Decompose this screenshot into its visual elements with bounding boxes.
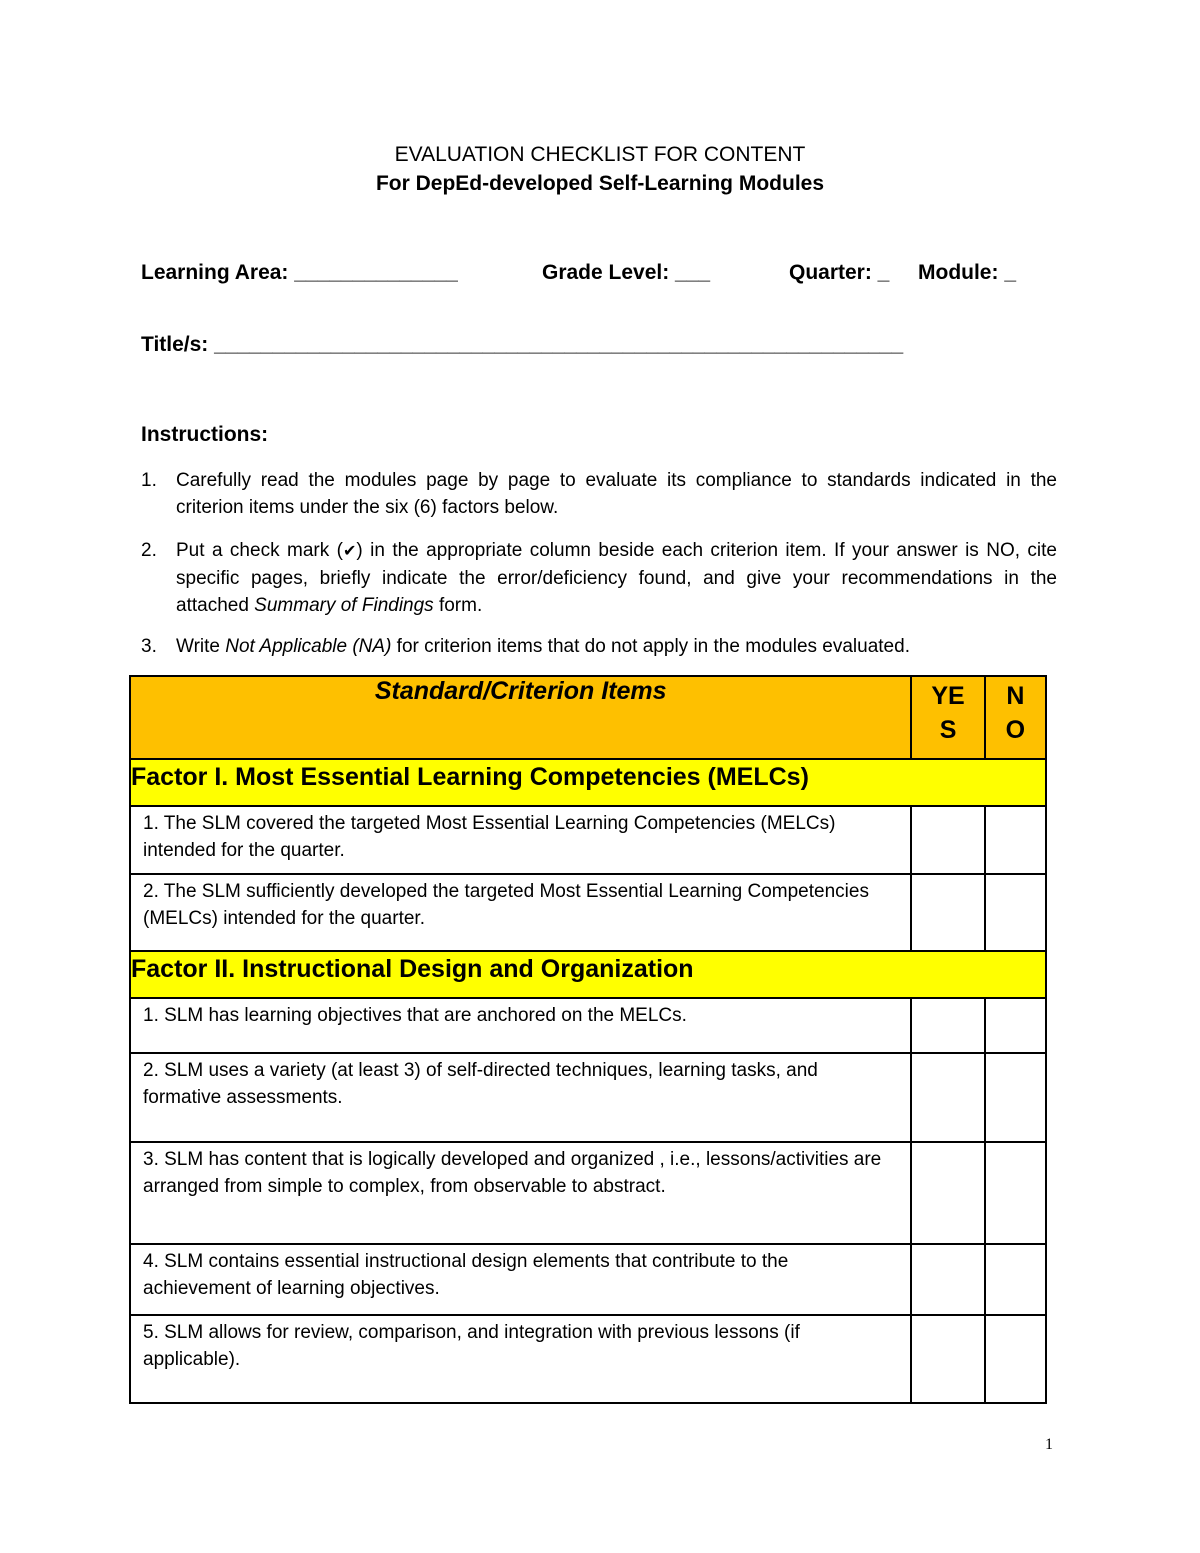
instruction-text: Put a check mark (	[176, 540, 343, 561]
criterion-text: 4. SLM contains essential instructional design elements that contribute to the achievement of learning objectives.	[130, 1244, 911, 1315]
criterion-text: 3. SLM has content that is logically developed and organized , i.e., lessons/activities are arranged from simple to complex, from observable to abstract.	[130, 1142, 911, 1244]
factor-title: Factor I. Most Essential Learning Competencies (MELCs)	[131, 763, 809, 791]
instruction-italic: Summary of Findings	[254, 595, 434, 616]
no-header-line1: N	[1006, 682, 1025, 710]
no-checkbox-cell[interactable]	[985, 1244, 1046, 1315]
instruction-item	[141, 537, 1057, 619]
criterion-text: 1. SLM has learning objectives that are anchored on the MELCs.	[130, 998, 911, 1053]
yes-header-line2: S	[939, 716, 957, 744]
table-row	[130, 1244, 1046, 1315]
table-row	[130, 1142, 1046, 1244]
no-checkbox-cell[interactable]	[985, 874, 1046, 951]
instruction-item	[141, 467, 1057, 521]
yes-header-line1: YE	[931, 682, 965, 710]
yes-checkbox-cell[interactable]	[911, 1053, 984, 1142]
table-row	[130, 1315, 1046, 1403]
no-header-line2: O	[1005, 716, 1026, 744]
no-column-header	[985, 676, 1046, 759]
instruction-number: 3.	[141, 636, 157, 657]
document-title: EVALUATION CHECKLIST FOR CONTENT	[394, 143, 806, 166]
no-checkbox-cell[interactable]	[985, 1142, 1046, 1244]
grade-level-field: Grade Level: ___	[542, 261, 711, 284]
no-checkbox-cell[interactable]	[985, 806, 1046, 874]
instruction-text: for criterion items that do not apply in the modules evaluated.	[391, 636, 910, 657]
no-checkbox-cell[interactable]	[985, 1315, 1046, 1403]
learning-area-field: Learning Area: ______________	[141, 261, 458, 284]
criterion-text: 5. SLM allows for review, comparison, and integration with previous lessons (if applicable).	[130, 1315, 911, 1403]
no-checkbox-cell[interactable]	[985, 998, 1046, 1053]
instruction-number: 1.	[141, 470, 157, 491]
document-subtitle: For DepEd-developed Self-Learning Modules	[375, 172, 825, 195]
table-row	[130, 806, 1046, 874]
instruction-item	[141, 633, 1057, 660]
instruction-number: 2.	[141, 540, 157, 561]
no-checkbox-cell[interactable]	[985, 1053, 1046, 1142]
criterion-text: 2. The SLM sufficiently developed the targeted Most Essential Learning Competencies (MELCs) intended for the quarter.	[130, 874, 911, 951]
yes-checkbox-cell[interactable]	[911, 998, 984, 1053]
criterion-text: 2. SLM uses a variety (at least 3) of self-directed techniques, learning tasks, and formative assessments.	[130, 1053, 911, 1142]
criterion-text: 1. The SLM covered the targeted Most Essential Learning Competencies (MELCs) intended for the quarter.	[130, 806, 911, 874]
table-row	[130, 874, 1046, 951]
module-field: Module: _	[918, 261, 1016, 284]
instruction-text: ) in the appropriate column beside each criterion item. If your answer is NO, cite specific pages, briefly indicate the error/deficiency found, and give your recommendations in the attached	[176, 540, 1057, 616]
instruction-text: Carefully read the modules page by page to evaluate its compliance to standards indicated in the criterion items under the six (6) factors below.	[176, 470, 1057, 518]
check-mark-icon: ✔	[342, 543, 357, 560]
factor-row	[130, 951, 1046, 998]
quarter-field: Quarter: _	[789, 261, 890, 284]
table-row	[130, 1053, 1046, 1142]
factor-row	[130, 759, 1046, 806]
checklist-table	[129, 675, 1047, 1404]
yes-checkbox-cell[interactable]	[911, 1244, 984, 1315]
instructions-heading: Instructions:	[141, 423, 269, 446]
yes-checkbox-cell[interactable]	[911, 1142, 984, 1244]
instruction-italic: Not Applicable (NA)	[225, 636, 392, 657]
yes-checkbox-cell[interactable]	[911, 1315, 984, 1403]
table-header-row	[130, 676, 1046, 759]
instruction-text: form.	[433, 595, 483, 616]
factor-title: Factor II. Instructional Design and Organization	[131, 955, 694, 983]
instruction-text: Write	[176, 636, 226, 657]
titles-field: Title/s: ___________________________________________________________	[141, 333, 904, 356]
yes-checkbox-cell[interactable]	[911, 874, 984, 951]
yes-column-header	[911, 676, 984, 759]
table-row	[130, 998, 1046, 1053]
yes-checkbox-cell[interactable]	[911, 806, 984, 874]
page-number: 1	[1045, 1436, 1053, 1453]
criterion-column-header: Standard/Criterion Items	[130, 676, 911, 759]
